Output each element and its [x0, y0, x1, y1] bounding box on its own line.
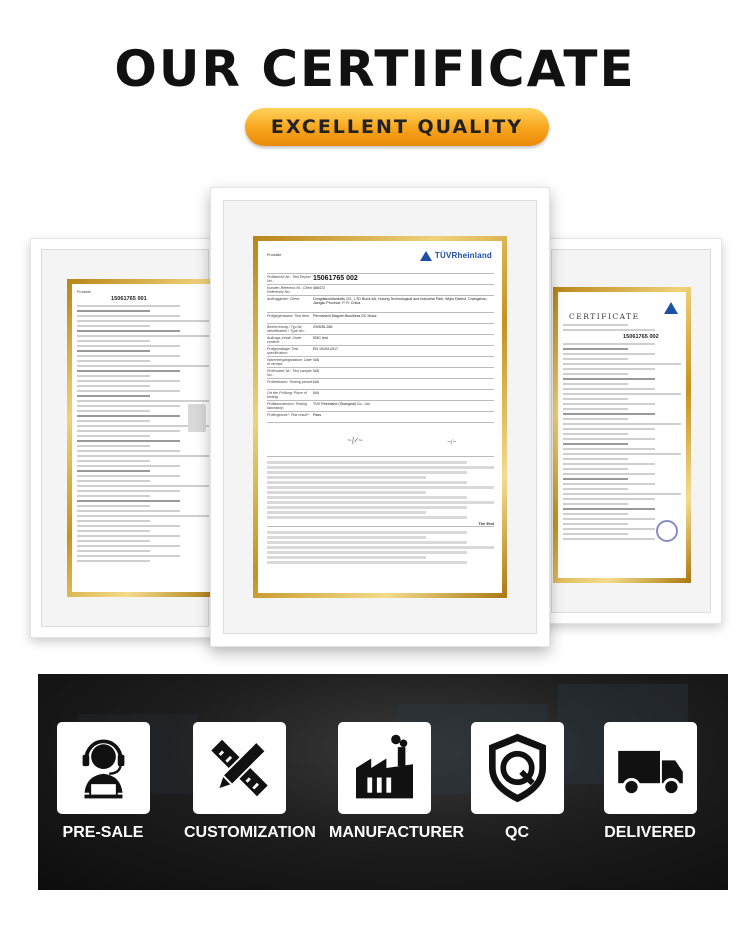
report-row [267, 312, 494, 323]
feature-manufacturer [329, 722, 465, 842]
field-label: Prüfergebnis*: Test result*: [267, 413, 310, 417]
signature-area [267, 422, 494, 456]
report-number: 15061765 002 [313, 275, 358, 282]
certificate-paper [558, 292, 686, 578]
feature-label: CUSTOMIZATION [184, 824, 316, 841]
field-value: TÜV Rheinland (Shanghai) Co., Ltd. [313, 402, 371, 406]
field-label: Prüfmuster-Nr.: Test sample No.: [267, 369, 312, 378]
services-banner [38, 674, 728, 890]
field-label: Prüfgegenstand: Test item: [267, 314, 310, 318]
field-label: Prüflaboratorium: Testing laboratory: [267, 402, 308, 411]
test-report [258, 241, 502, 593]
feature-tile [193, 722, 286, 814]
field-value: Permanent Magnet Brushless DC Motor [313, 314, 377, 318]
field-value: N/A [313, 380, 319, 384]
report-row [267, 345, 494, 356]
field-label: Prüfgrundlage: Test specification: [267, 347, 299, 356]
report-row [267, 389, 494, 400]
certificate-header-label: Produkte [267, 253, 282, 257]
report-row [267, 323, 494, 334]
tuv-brand: TÜVRheinland [434, 251, 492, 260]
field-value: ZWD36-285 [313, 325, 333, 329]
report-row [267, 411, 494, 422]
field-value: N/A [313, 369, 319, 373]
field-label: Kunden-Referenz-Nr.: Client Reference No.: [267, 286, 313, 295]
feature-qc [462, 722, 572, 842]
field-label: Prüfzeitraum: Testing period: [267, 380, 313, 384]
headset-agent-icon [65, 730, 142, 806]
report-row [267, 295, 494, 312]
page-title: OUR CERTIFICATE [114, 40, 636, 98]
report-row [267, 367, 494, 378]
feature-pre-sale [48, 722, 158, 842]
report-number: 15061765 002 [623, 334, 659, 340]
certificate-paper [72, 284, 214, 592]
field-label: Wareneingangsdatum: Date of receipt: [267, 358, 312, 367]
feature-tile [338, 722, 431, 814]
official-seal-icon [656, 520, 678, 542]
signature-mark-icon: ~ʃ~ [447, 439, 457, 445]
field-label: Ort der Prüfung: Place of testing: [267, 391, 307, 400]
certificate-text-block [558, 292, 686, 578]
legend-block [267, 526, 494, 564]
feature-delivered [595, 722, 705, 842]
feature-label: QC [505, 824, 529, 841]
field-label: Auftraggeber: Client: [267, 297, 300, 301]
truck-icon [612, 730, 689, 806]
gold-border [67, 279, 219, 597]
feature-tile [604, 722, 697, 814]
gold-border [553, 287, 691, 583]
field-label: Bezeichnung / Typ-Nr.: Identification / Type No.: [267, 325, 306, 334]
certificate-title: CERTIFICATE [569, 312, 640, 321]
report-row [267, 400, 494, 411]
certificate-text-block [72, 284, 214, 592]
certificate-paper [258, 241, 502, 593]
field-value: 466472 [313, 286, 325, 290]
tuv-triangle-icon [420, 251, 432, 261]
field-value: N/A [313, 358, 319, 362]
feature-label: MANUFACTURER [329, 824, 465, 841]
signature-mark-icon: ~ɭ𝓁 ~ [347, 437, 364, 444]
feature-label: PRE-SALE [62, 824, 144, 841]
certificate-header-label: Produkte [77, 290, 92, 294]
field-value: Pass [313, 413, 321, 417]
field-value: Dongdianxidiankelis CO., LTD Block 6A, Hulong Technological and Industrial Park, Wujin District, Changzhou, Jiangsu Province, P. R. China [313, 297, 488, 306]
report-row [267, 284, 494, 295]
certificate-frame-right [540, 238, 722, 624]
factory-icon [346, 730, 423, 806]
report-end: The End [478, 521, 494, 526]
tuv-logo-icon [664, 302, 678, 314]
feature-label: DELIVERED [604, 824, 696, 841]
report-header [267, 249, 494, 273]
quality-badge: EXCELLENT QUALITY [245, 108, 549, 146]
field-value: EMC test [313, 336, 328, 340]
field-value: EN 15194:2017 [313, 347, 338, 351]
report-row [267, 273, 494, 284]
report-number: 15061765 001 [111, 296, 147, 302]
field-label: Auftrags-Inhalt: Order content: [267, 336, 302, 345]
remarks-block [267, 456, 494, 519]
report-row [267, 356, 494, 367]
report-row [267, 378, 494, 389]
tuv-logo [420, 251, 492, 261]
feature-tile [471, 722, 564, 814]
pencil-ruler-icon [201, 730, 278, 806]
certificate-frame-center [210, 187, 550, 647]
shield-q-icon [479, 730, 556, 806]
gold-border [253, 236, 507, 598]
photo-stamp [188, 404, 206, 432]
report-row [267, 334, 494, 345]
certificate-frame-left [30, 238, 220, 638]
feature-customization [184, 722, 316, 842]
feature-tile [57, 722, 150, 814]
field-value: N/A [313, 391, 319, 395]
field-label: Prüfbericht-Nr.: Test Report No.: [267, 275, 311, 284]
